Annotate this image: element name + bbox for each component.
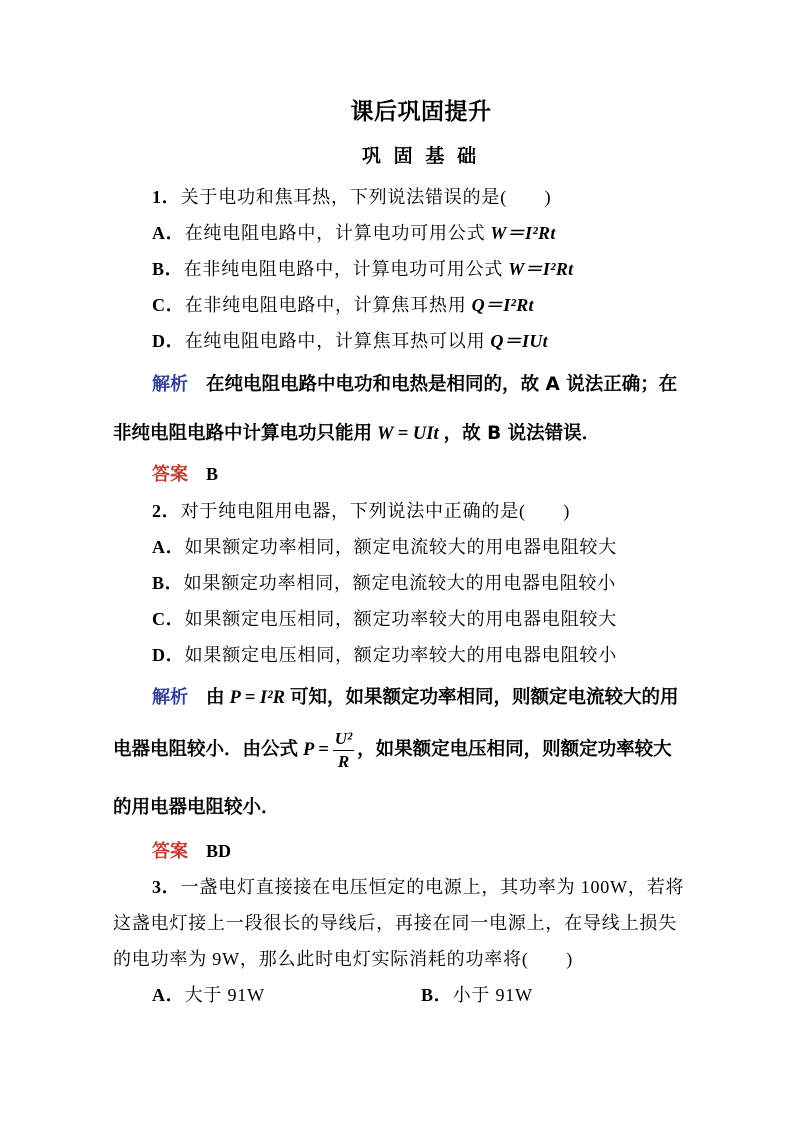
analysis-line [113, 779, 683, 836]
answer-value: BD [206, 841, 232, 861]
document-page [113, 92, 683, 1013]
option-text: 如果额定电压相同，额定功率较大的用电器电阻较大 [184, 609, 618, 629]
fraction-numerator: U² [333, 728, 354, 751]
option-text: 在非纯电阻电路中，计算焦耳热用 [184, 295, 467, 315]
question-3-stem-line [113, 905, 683, 941]
answer-value: B [206, 464, 219, 484]
analysis-text: 在纯电阻电路中电功和电热是相同的，故 A 说法正确；在 [206, 374, 678, 395]
analysis-line [113, 409, 683, 459]
option-label: C． [152, 295, 185, 315]
question-2-option-b [113, 565, 683, 601]
question-stem-text: 一盏电灯直接接在电压恒定的电源上，其功率为 100W，若将 [180, 877, 685, 897]
analysis-line [113, 721, 683, 779]
question-2-analysis [113, 673, 683, 836]
option-label: D． [152, 645, 185, 665]
option-text: 小于 91W [452, 985, 533, 1005]
analysis-text: 的用电器电阻较小． [113, 797, 280, 818]
analysis-line [113, 673, 683, 721]
option-formula: Q＝IUt [490, 331, 548, 351]
analysis-label: 解析 [152, 374, 188, 394]
question-1-analysis [113, 359, 683, 459]
question-3-stem-line [113, 869, 683, 905]
question-1-option-c [113, 287, 683, 323]
option-formula: Q＝I²Rt [471, 295, 534, 315]
analysis-text: 可知，如果额定功率相同，则额定电流较大的用 [290, 687, 679, 708]
question-1-option-a [113, 215, 683, 251]
option-text: 如果额定电压相同，额定功率较大的用电器电阻较小 [184, 645, 618, 665]
option-formula: W＝I²Rt [508, 259, 574, 279]
question-2-option-a [113, 529, 683, 565]
fraction [333, 728, 354, 773]
answer-label: 答案 [152, 841, 188, 861]
option-label: B． [421, 985, 453, 1005]
question-number: 2． [152, 501, 181, 521]
option-text: 在纯电阻电路中，计算电功可用公式 [184, 223, 486, 243]
analysis-text: ，如果额定电压相同，则额定功率较大 [357, 739, 672, 760]
question-stem-text: 这盏电灯接上一段很长的导线后，再接在同一电源上，在导线上损失 [113, 913, 677, 933]
question-stem-text: 的电功率为 9W，那么此时电灯实际消耗的功率将( ) [113, 949, 574, 969]
option-label: D． [152, 331, 185, 351]
question-number: 3． [152, 877, 181, 897]
option-label: A． [152, 537, 185, 557]
analysis-text: 由 [206, 687, 225, 708]
question-stem-text: 关于电功和焦耳热，下列说法错误的是( ) [180, 187, 552, 207]
question-3-option-a [152, 977, 421, 1013]
question-2 [113, 493, 683, 673]
question-1-stem [113, 179, 683, 215]
option-text: 大于 91W [184, 985, 265, 1005]
analysis-formula: P = I²R [229, 688, 286, 708]
page-title: 课后巩固提升 [350, 99, 492, 124]
question-1-option-d [113, 323, 683, 359]
analysis-label: 解析 [152, 687, 188, 707]
option-label: A． [152, 223, 185, 243]
option-text: 在非纯电阻电路中，计算电功可用公式 [183, 259, 504, 279]
question-3-stem-line [113, 941, 683, 977]
question-3-option-b [421, 985, 533, 1005]
option-text: 如果额定功率相同，额定电流较大的用电器电阻较小 [183, 573, 617, 593]
section-heading: 巩 固 基 础 [361, 146, 481, 167]
question-2-option-d [113, 637, 683, 673]
question-3 [113, 869, 683, 1013]
question-1-option-b [113, 251, 683, 287]
answer-label: 答案 [152, 464, 188, 484]
option-formula: W＝I²Rt [490, 223, 556, 243]
option-label: B． [152, 259, 184, 279]
question-2-option-c [113, 601, 683, 637]
option-text: 在纯电阻电路中，计算焦耳热可以用 [184, 331, 486, 351]
option-label: B． [152, 573, 184, 593]
question-3-options-row [113, 977, 683, 1013]
question-2-stem [113, 493, 683, 529]
analysis-formula: W = UIt [377, 424, 439, 444]
question-1-answer [113, 459, 683, 489]
analysis-formula: P = [303, 740, 329, 760]
question-2-answer [113, 836, 683, 866]
fraction-denominator: R [337, 751, 350, 771]
analysis-text: ，故 B 说法错误． [443, 423, 601, 444]
option-label: C． [152, 609, 185, 629]
option-text: 如果额定功率相同，额定电流较大的用电器电阻较大 [184, 537, 618, 557]
analysis-text: 电器电阻较小．由公式 [113, 739, 299, 760]
analysis-line [113, 359, 683, 409]
question-1 [113, 179, 683, 359]
question-number: 1． [152, 187, 181, 207]
option-label: A． [152, 985, 185, 1005]
analysis-text: 非纯电阻电路中计算电功只能用 [113, 423, 373, 444]
question-stem-text: 对于纯电阻用电器，下列说法中正确的是( ) [180, 501, 571, 521]
